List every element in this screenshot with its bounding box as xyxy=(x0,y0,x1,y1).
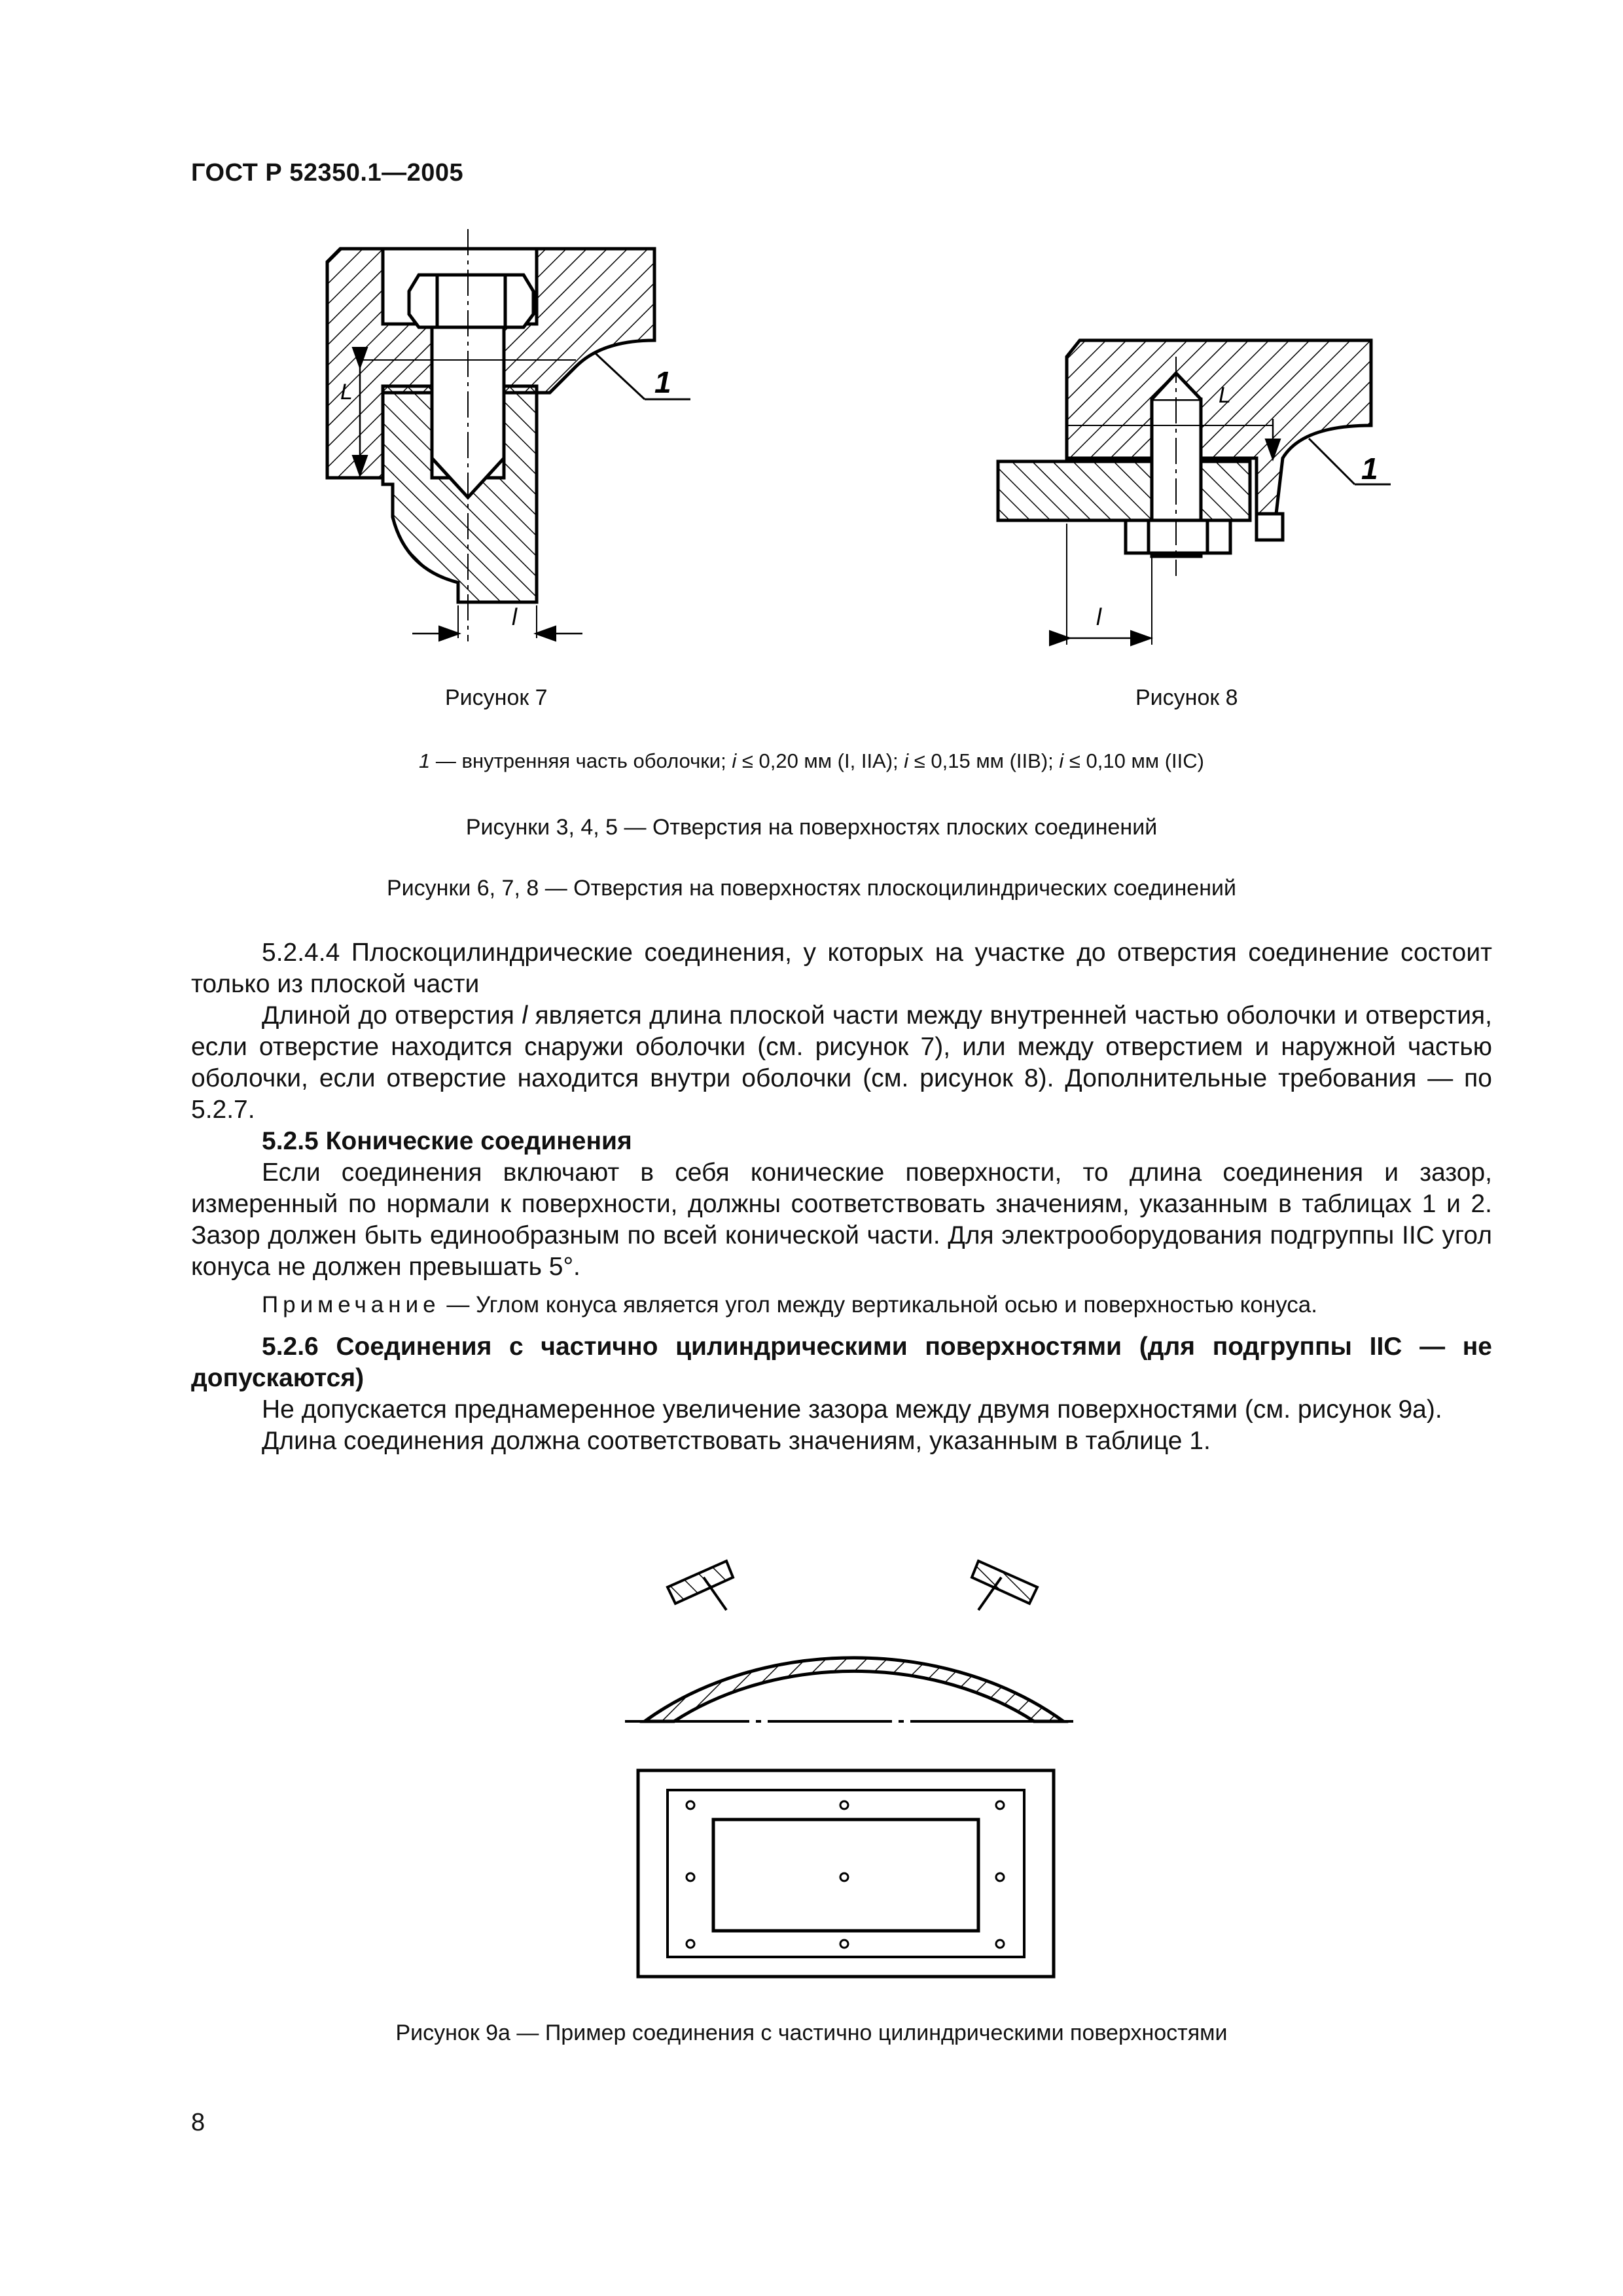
figure-8-caption: Рисунок 8 xyxy=(1135,685,1238,710)
figure-legend: 1 — внутренняя часть оболочки; i ≤ 0,20 мм (I, IIA); i ≤ 0,15 мм (IIB); i ≤ 0,10 мм (IIC) xyxy=(419,749,1204,772)
figure-8-drawing xyxy=(998,340,1391,645)
heading-5-2-5: 5.2.5 Конические соединения xyxy=(262,1127,632,1155)
fig8-nut xyxy=(1126,520,1230,553)
figure-7-caption: Рисунок 7 xyxy=(445,685,548,710)
page-number: 8 xyxy=(191,2109,205,2136)
legend-item-number: 1 xyxy=(419,749,431,772)
fig8-callout-1: 1 xyxy=(1361,452,1378,486)
document-header: ГОСТ Р 52350.1—2005 xyxy=(191,159,464,187)
figure-9a-caption: Рисунок 9а — Пример соединения с частично цилиндрическими поверхностями xyxy=(395,2020,1228,2045)
fig9a-bolt-holes xyxy=(687,1801,1004,1948)
heading-5-2-6: 5.2.6 Соединения с частично цилиндрическими поверхностями (для подгруппы IIC — не допускаются) xyxy=(191,1333,1492,1392)
paragraph-joint-length: Длина соединения должна соответствовать значениям, указанным в таблице 1. xyxy=(262,1427,1211,1455)
paragraph-length: Длиной до отверстия l является длина плоской части между внутренней частью оболочки и отверстия, если отверстие находится снаружи оболочки (см. рисунок 7), или между отверстием и наружной частью оболочки, если отверстие находится внутри оболочки (см. рисунок 8). Дополнительные требования — по 5.2.7. xyxy=(191,1001,1493,1124)
fig7-bolt-head xyxy=(409,275,533,327)
fig9a-plan-inner xyxy=(713,1820,978,1931)
fig7-label-L: L xyxy=(340,380,353,404)
fig9a-arc-shell xyxy=(645,1658,1063,1721)
note: Примечание — Углом конуса является угол между вертикальной осью и поверхностью конуса. xyxy=(262,1292,1317,1318)
fig8-label-l: l xyxy=(1096,603,1101,630)
fig7-label-l: l xyxy=(512,603,517,630)
paragraph-conical: Если соединения включают в себя конические поверхности, то длина соединения и зазор, измеренный по нормали к поверхности, должны соответствовать значениям, указанным в таблицах 1 и 2. Зазор должен быть единообразным по всей конической части. Для электрооборудования подгруппы IIC угол конуса не должен превышать 5°. xyxy=(191,1158,1492,1281)
group-caption-3-4-5: Рисунки 3, 4, 5 — Отверстия на поверхностях плоских соединений xyxy=(465,815,1158,840)
figure-9a-drawing xyxy=(625,1561,1073,1977)
fig7-callout-1: 1 xyxy=(654,365,671,399)
paragraph-gap: Не допускается преднамеренное увеличение зазора между двумя поверхностями (см. рисунок 9а). xyxy=(262,1395,1442,1424)
figure-7-drawing xyxy=(327,229,690,641)
group-caption-6-7-8: Рисунки 6, 7, 8 — Отверстия на поверхностях плоскоцилиндрических соединений xyxy=(387,876,1236,901)
paragraph-5-2-4-4: 5.2.4.4 Плоскоцилиндрические соединения, у которых на участке до отверстия соединение состоит только из плоской части xyxy=(191,939,1492,998)
fig8-flange xyxy=(998,461,1250,520)
fig8-label-L: L xyxy=(1219,383,1231,408)
body-text xyxy=(191,937,1492,1457)
